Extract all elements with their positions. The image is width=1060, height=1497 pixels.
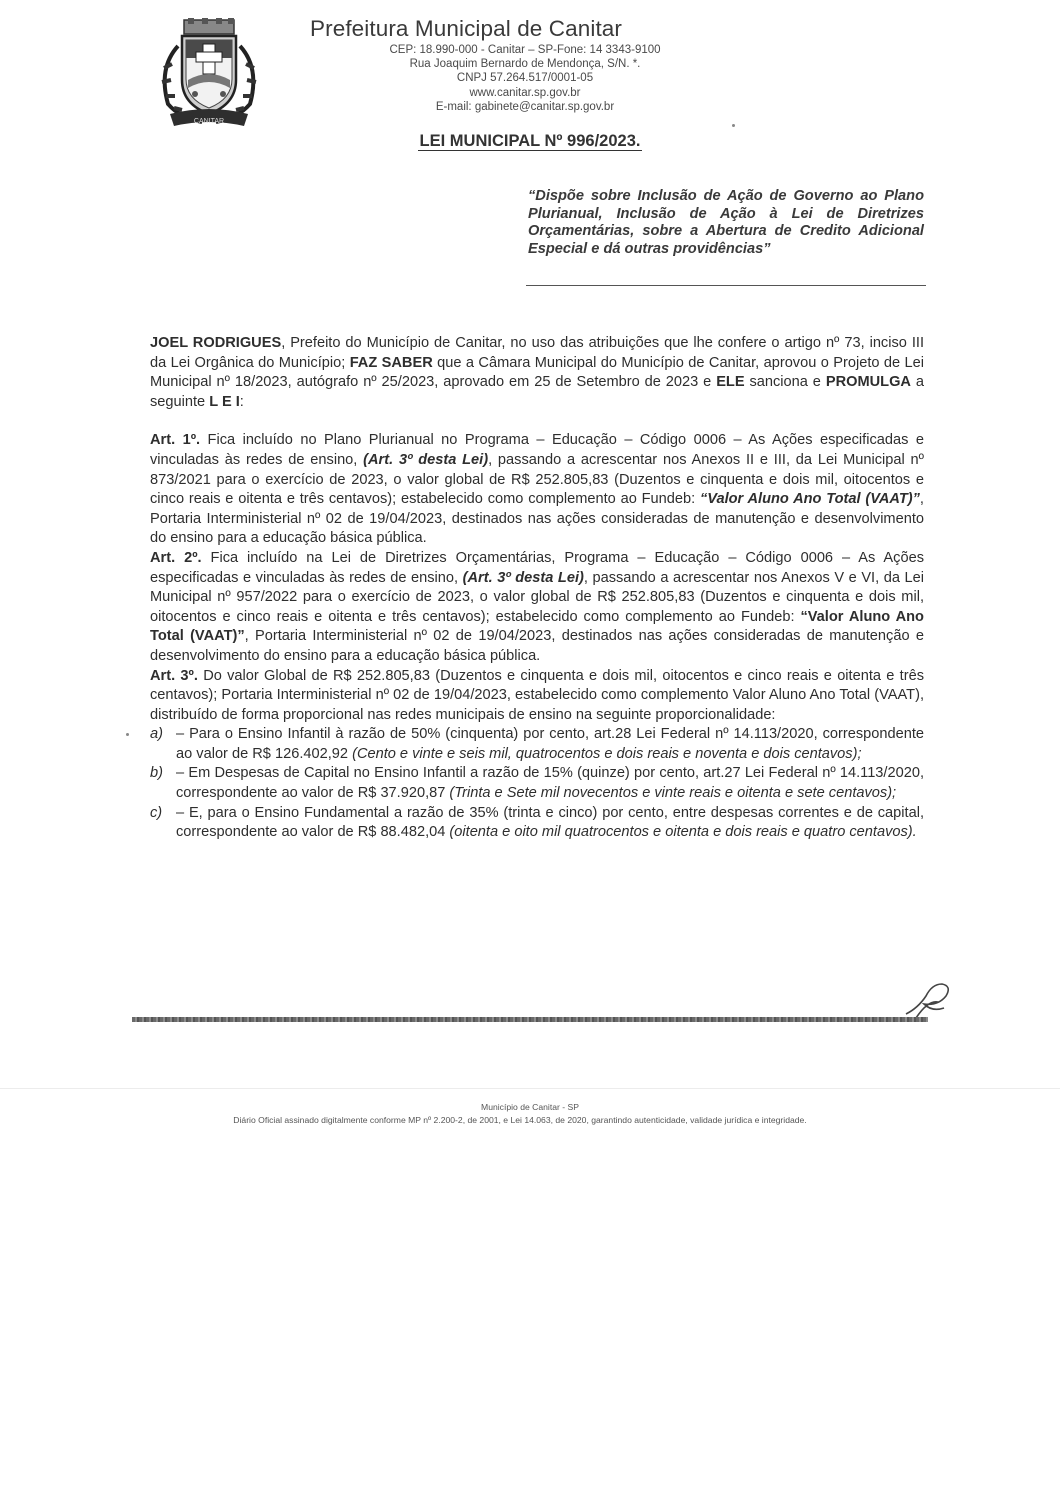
ementa-underline xyxy=(526,285,926,286)
item-letter: a) xyxy=(150,726,163,743)
list-item: a) – Para o Ensino Infantil à razão de 50% (cinquenta) por cento, art.28 Lei Federal nº 14.113/2020, correspondente ao valor de R$ 126.402,92 (Cento e vinte e seis mil, quatrocentos e dois reais e noventa e dois centavos); xyxy=(150,726,924,762)
article-2-label: Art. 2º. xyxy=(150,549,202,566)
item-letter: b) xyxy=(150,765,163,782)
law-title-text: LEI MUNICIPAL Nº 996/2023. xyxy=(419,132,641,150)
list-item: b) – Em Despesas de Capital no Ensino Infantil a razão de 15% (quinze) por cento, art.27 Lei Federal nº 14.113/2020, correspondente ao valor de R$ 37.920,87 (Trinta e Sete mil novecentos e vinte reais e oitenta e sete centavos); xyxy=(150,765,924,802)
scan-speck xyxy=(126,733,129,736)
law-body xyxy=(150,334,924,843)
header-address: Rua Joaquim Bernardo de Mendonça, S/N. *. xyxy=(409,58,641,71)
list-item: c) – E, para o Ensino Fundamental a razão de 35% (trinta e cinco) por cento, entre despesas correntes e de capital, correspondente ao valor de R$ 88.482,04 (oitenta e oito mil quatrocentos e oitenta e dois reais e quatro centavos). xyxy=(150,804,924,841)
header-website: www.canitar.sp.gov.br xyxy=(469,86,581,99)
page-bottom-rule xyxy=(132,1017,928,1022)
article-3-items xyxy=(150,725,924,843)
preamble-paragraph: JOEL RODRIGUES, Prefeito do Município de Canitar, no uso das atribuições que lhe confere o artigo nº 73, inciso III da Lei Orgânica do Município; FAZ SABER que a Câmara Municipal do Município de Canitar, aprovou o Projeto de Lei Municipal nº 18/2023, autógrafo nº 25/2023, aprovado em 25 de Setembro de 2023 e ELE sanciona e PROMULGA a seguinte L E I: xyxy=(150,335,925,410)
article-3: Art. 3º. Do valor Global de R$ 252.805,83 (Duzentos e cinquenta e dois mil, oitocentos e cinco reais e oitenta e três centavos); Portaria Interministerial nº 02 de 19/04/2023, estabelecido como complemento Valor Aluno Ano Total (VAAT), distribuído de forma proporcional nas redes municipais de ensino na seguinte proporcionalidade: xyxy=(150,667,925,723)
article-1: Art. 1º. Fica incluído no Plano Plurianual no Programa – Educação – Código 0006 – As Ações especificadas e vinculadas às redes de ensino, (Art. 3º desta Lei), passando a acrescentar nos Anexos II e III, da Lei Municipal nº 873/2021 para o exercício de 2023, o valor global de R$ 252.805,83 (Duzentos e cinquenta e dois mil, oitocentos e cinco reais e oitenta e três centavos); estabelecido como complemento ao Fundeb: “Valor Aluno Ano Total (VAAT)”, Portaria Interministerial nº 02 de 19/04/2023, destinados nas ações consideradas de manutenção e desenvolvimento do ensino para a educação básica pública. xyxy=(150,432,924,547)
footer-municipality: Município de Canitar - SP xyxy=(481,1102,579,1112)
article-2: Art. 2º. Fica incluído na Lei de Diretrizes Orçamentárias, Programa – Educação – Código 0006 – As Ações especificadas e vinculadas às redes de ensino, (Art. 3º desta Lei), passando a acrescentar nos Anexos V e VI, da Lei Municipal nº 957/2022 para o exercício de 2023, o valor global de R$ 252.805,83 (Duzentos e cinquenta e dois mil, oitocentos e cinco reais e oitenta e três centavos); estabelecido como complemento ao Fundeb: “Valor Aluno Ano Total (VAAT)”, Portaria Interministerial nº 02 de 19/04/2023, destinados nas ações consideradas de manutenção e desenvolvimento do ensino para a educação básica pública. xyxy=(150,549,925,664)
prefeitura-title: Prefeitura Municipal de Canitar xyxy=(310,16,623,41)
signature-initials-icon xyxy=(898,978,958,1020)
municipal-coat-of-arms-icon xyxy=(150,18,268,130)
header-contact-block xyxy=(340,43,710,114)
header-email: E-mail: gabinete@canitar.sp.gov.br xyxy=(435,100,615,113)
article-3-label: Art. 3º. xyxy=(150,667,198,684)
law-title xyxy=(0,132,1060,151)
article-1-label: Art. 1º. xyxy=(150,432,201,449)
footer-divider xyxy=(0,1088,1060,1089)
header-cep-phone: CEP: 18.990-000 - Canitar – SP-Fone: 14 3343-9100 xyxy=(389,44,661,56)
item-letter: c) xyxy=(150,804,163,821)
mayor-name: JOEL RODRIGUES xyxy=(150,335,282,351)
law-summary-ementa: “Dispõe sobre Inclusão de Ação de Governo ao Plano Plurianual, Inclusão de Ação à Lei de Diretrizes Orçamentárias, sobre a Abertura de Credito Adicional Especial e dá outras providências” xyxy=(528,188,924,257)
scan-speck xyxy=(732,124,735,127)
header-cnpj: CNPJ 57.264.517/0001-05 xyxy=(456,72,594,85)
footer-digital-signature-notice: Diário Oficial assinado digitalmente conforme MP nº 2.200-2, de 2001, e Lei 14.063, de 2020, garantindo autenticidade, validade jurídica e integridade. xyxy=(233,1115,807,1125)
svg-text:CANITAR: CANITAR xyxy=(193,118,225,125)
